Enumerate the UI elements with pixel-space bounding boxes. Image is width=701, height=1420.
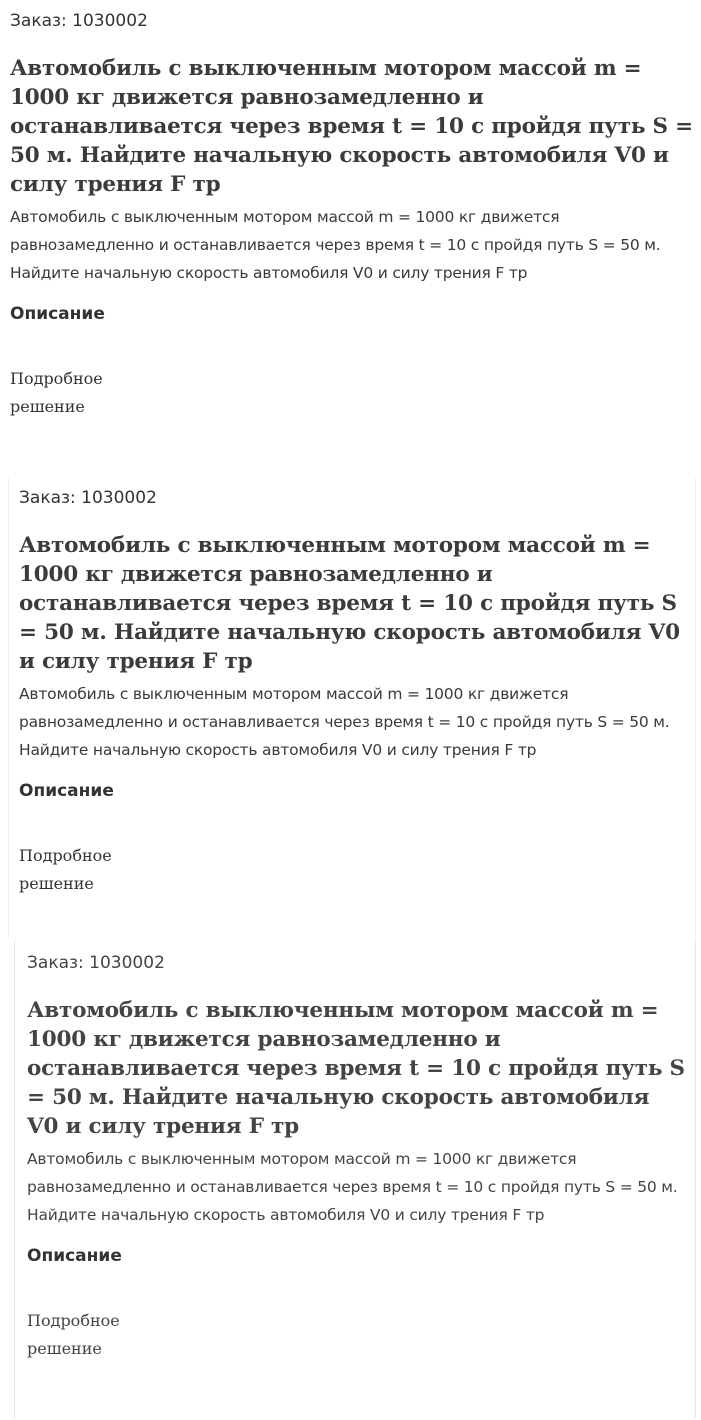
- detail-line-2: решение: [10, 397, 85, 416]
- detailed-solution-link[interactable]: [19, 842, 139, 898]
- order-number: Заказ: 1030002: [27, 953, 165, 973]
- problem-title: Автомобиль с выключенным мотором массой m = 1000 кг движется равнозамедленно и останавливается через время t = 10 с пройдя путь S = 50 м. Найдите начальную скорость автомобиля V0 и силу трения F тр: [10, 56, 693, 197]
- problem-title: Автомобиль с выключенным мотором массой m = 1000 кг движется равнозамедленно и останавливается через время t = 10 с пройдя путь S = 50 м. Найдите начальную скорость автомобиля V0 и силу трения F тр: [27, 998, 685, 1139]
- detail-line-2: решение: [19, 874, 94, 893]
- detail-line-2: решение: [27, 1339, 102, 1358]
- problem-text: Автомобиль с выключенным мотором массой m = 1000 кг движется равнозамедленно и останавливается через время t = 10 с пройдя путь S = 50 м. Найдите начальную скорость автомобиля V0 и силу трения F тр: [19, 685, 670, 759]
- order-number: Заказ: 1030002: [10, 11, 148, 31]
- detail-line-1: Подробное: [10, 369, 103, 388]
- order-card-3: [14, 940, 696, 1418]
- description-heading: Описание: [27, 1246, 122, 1266]
- problem-text: Автомобиль с выключенным мотором массой m = 1000 кг движется равнозамедленно и останавливается через время t = 10 с пройдя путь S = 50 м. Найдите начальную скорость автомобиля V0 и силу трения F тр: [27, 1150, 678, 1224]
- problem-text: Автомобиль с выключенным мотором массой m = 1000 кг движется равнозамедленно и останавливается через время t = 10 с пройдя путь S = 50 м. Найдите начальную скорость автомобиля V0 и силу трения F тр: [10, 208, 661, 282]
- detail-line-1: Подробное: [19, 846, 112, 865]
- description-heading: Описание: [19, 781, 114, 801]
- order-number: Заказ: 1030002: [19, 488, 157, 508]
- description-heading: Описание: [10, 304, 105, 324]
- problem-title: Автомобиль с выключенным мотором массой m = 1000 кг движется равнозамедленно и останавливается через время t = 10 с пройдя путь S = 50 м. Найдите начальную скорость автомобиля V0 и силу трения F тр: [19, 533, 680, 674]
- detailed-solution-link[interactable]: [27, 1307, 147, 1363]
- detail-line-1: Подробное: [27, 1311, 120, 1330]
- detailed-solution-link[interactable]: [10, 365, 130, 421]
- order-card-1: [0, 0, 701, 470]
- order-card-2: [8, 478, 696, 938]
